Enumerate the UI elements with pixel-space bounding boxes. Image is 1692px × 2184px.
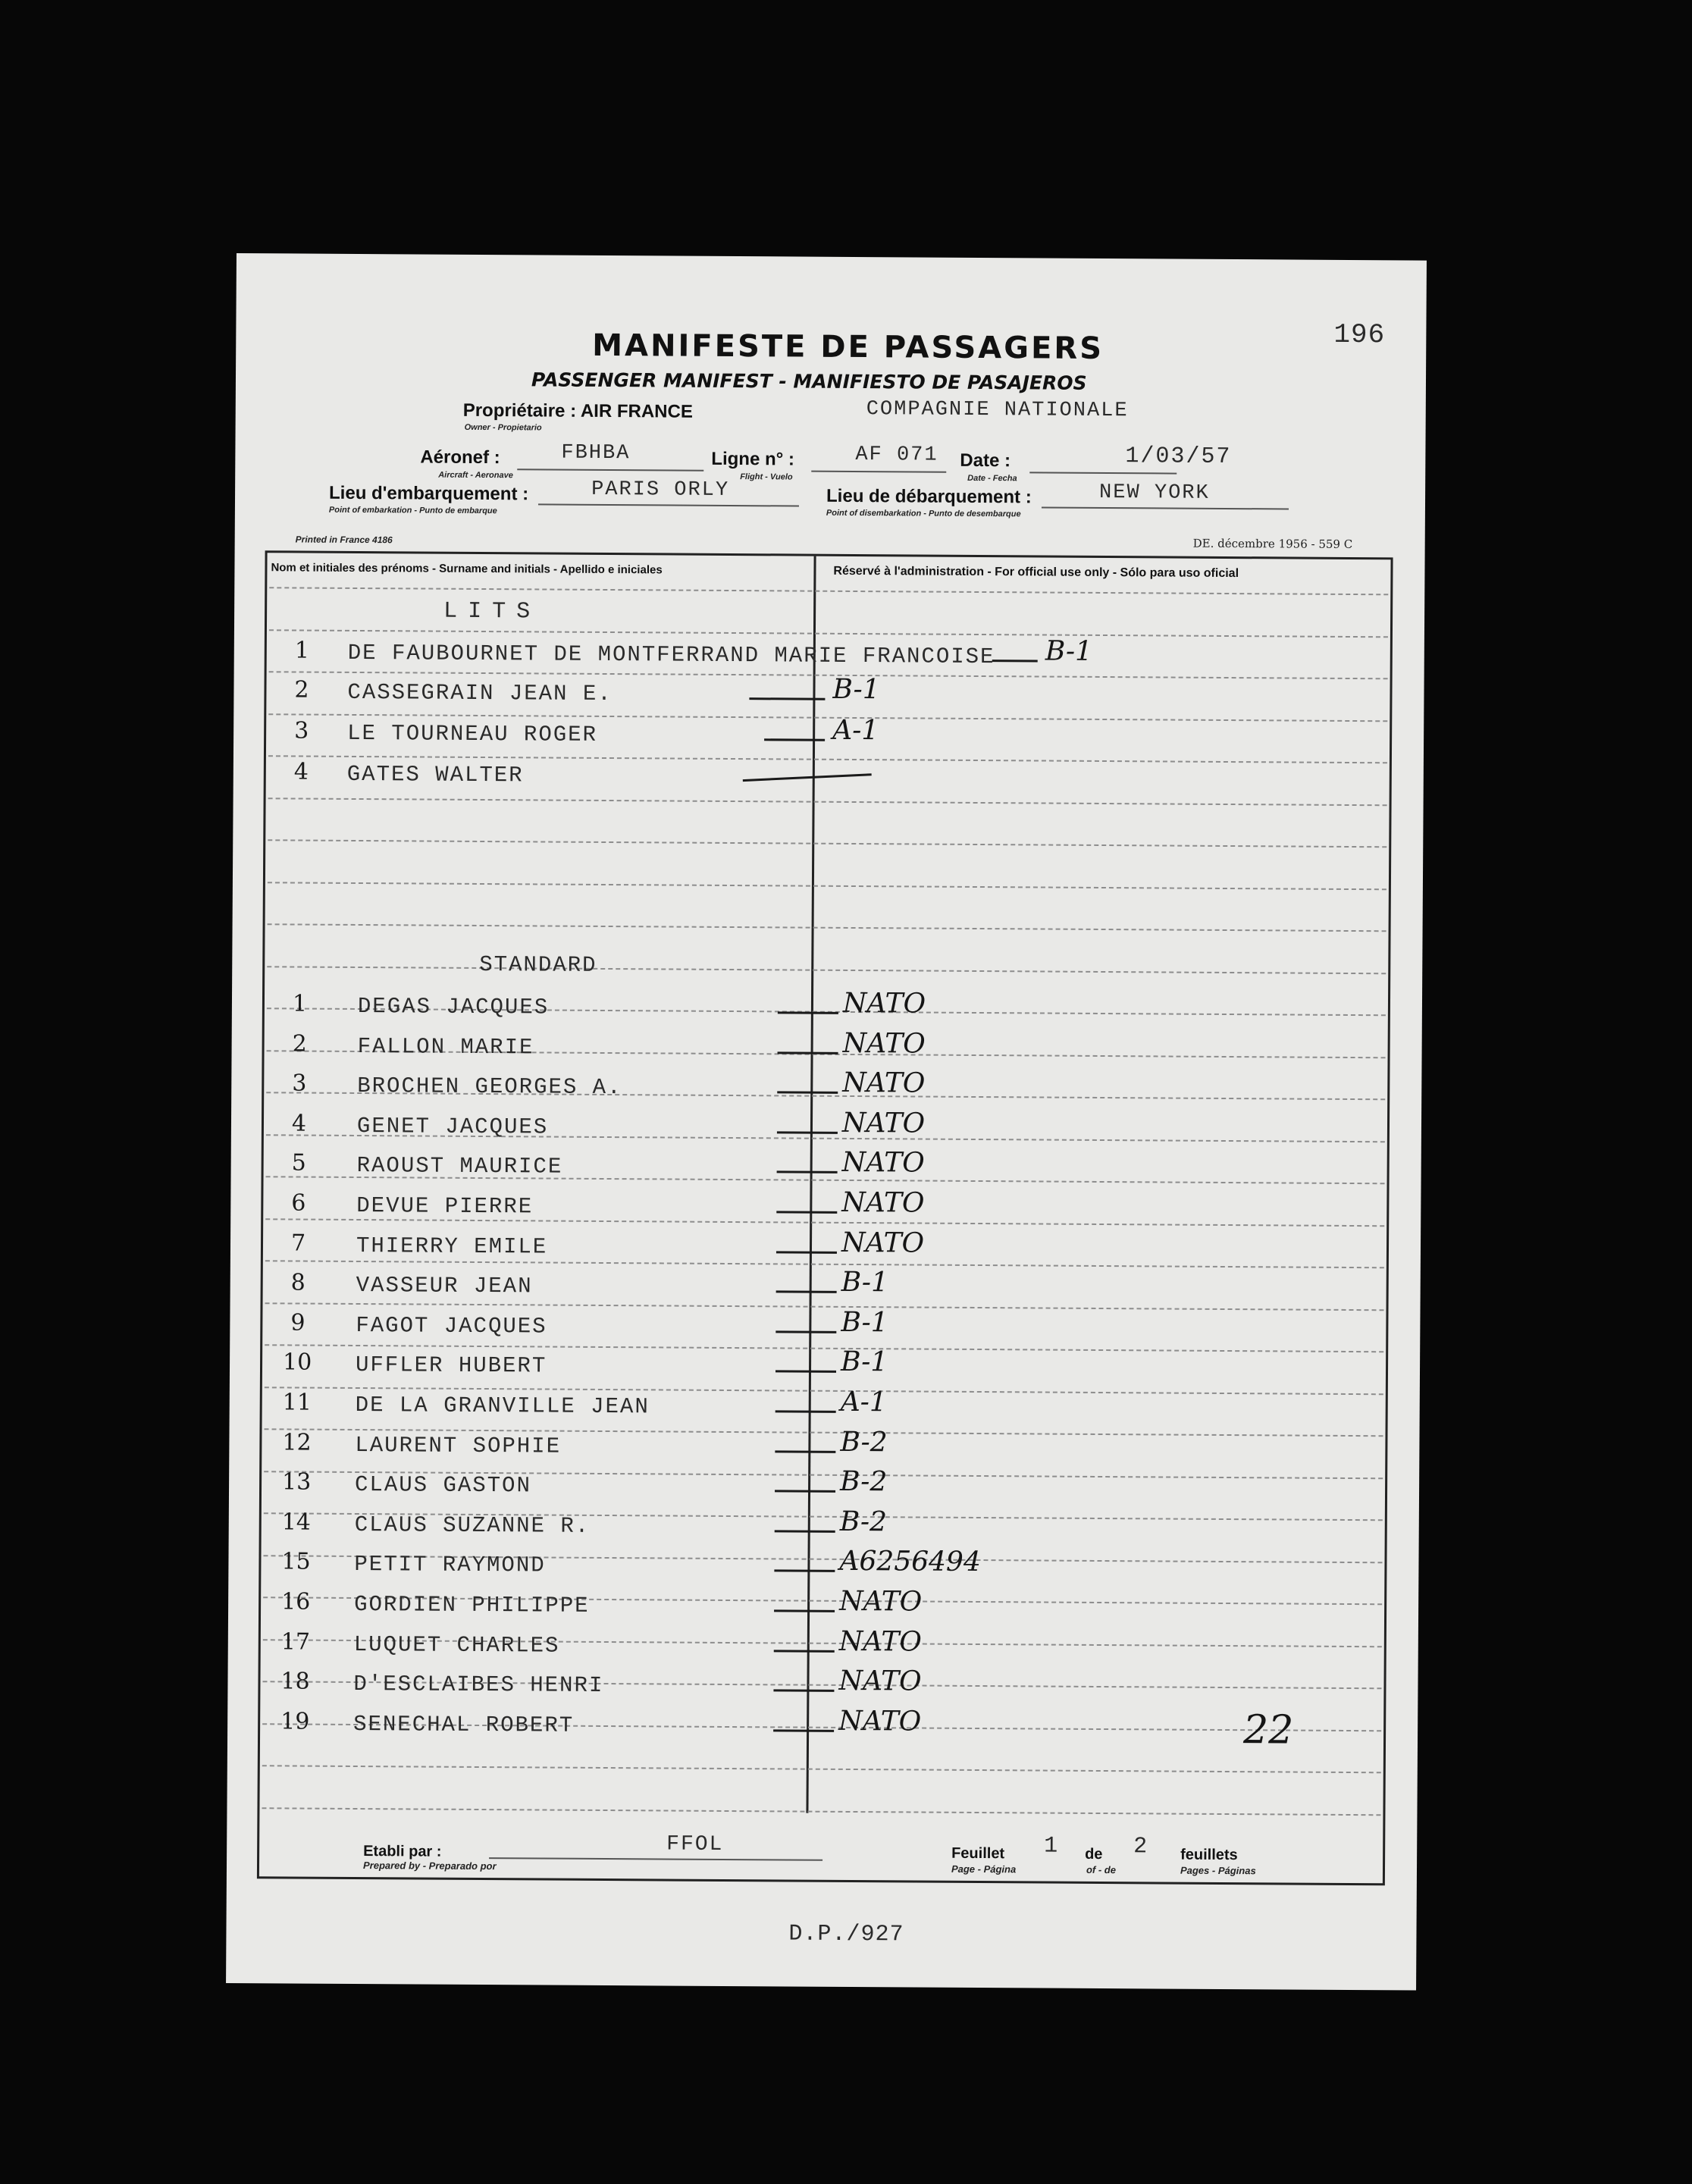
- section-standard: STANDARD: [479, 951, 597, 978]
- row-number: 4: [291, 1110, 307, 1137]
- date-sublabel: Date - Fecha: [967, 473, 1017, 484]
- passenger-name: PETIT RAYMOND: [354, 1552, 546, 1578]
- of-sublabel: of - de: [1086, 1863, 1117, 1876]
- handwritten-dash: [773, 1690, 834, 1692]
- pages-label: feuillets: [1180, 1846, 1238, 1864]
- aircraft-value: FBHBA: [561, 441, 631, 465]
- col-left-header: Nom et initiales des prénoms - Surname and initials - Apellido e iniciales: [271, 561, 663, 577]
- table-row: [227, 1666, 1410, 1712]
- row-number: 8: [290, 1269, 306, 1296]
- handwritten-dash: [773, 1729, 834, 1731]
- official-mark: B-1: [1045, 635, 1093, 667]
- embark-label: Lieu d'embarquement :: [328, 482, 529, 505]
- handwritten-dash: [764, 738, 825, 741]
- handwritten-dash: [774, 1570, 835, 1572]
- table-row: [230, 1188, 1413, 1233]
- flight-sublabel: Flight - Vuelo: [740, 472, 793, 482]
- official-mark: B-1: [841, 1267, 889, 1299]
- passenger-name: GENET JACQUES: [356, 1113, 549, 1140]
- passenger-name: UFFLER HUBERT: [355, 1352, 547, 1379]
- page-number-stamp: 196: [1333, 318, 1386, 351]
- disembark-value: NEW YORK: [1098, 481, 1210, 505]
- row-number: 17: [280, 1628, 311, 1656]
- date-underline: [1029, 472, 1177, 474]
- table-row: [230, 1347, 1412, 1393]
- passenger-name: DE FAUBOURNET DE MONTFERRAND MARIE FRANCOISE: [347, 640, 995, 670]
- handwritten-dash: [776, 1211, 837, 1213]
- official-mark: NATO: [838, 1625, 923, 1658]
- official-mark: NATO: [842, 987, 926, 1020]
- row-number: 6: [291, 1189, 306, 1217]
- passenger-name: D'ESCLAIBES HENRI: [353, 1672, 604, 1699]
- row-number: 1: [294, 637, 310, 664]
- handwritten-dash: [778, 1051, 838, 1054]
- row-number: 7: [290, 1230, 306, 1257]
- sheet-label: Feuillet: [951, 1844, 1005, 1863]
- row-number: 15: [281, 1548, 311, 1576]
- handwritten-dash: [777, 1171, 838, 1173]
- handwritten-dash: [778, 1011, 838, 1014]
- official-mark: A-1: [832, 714, 879, 747]
- row-number: 2: [292, 1030, 307, 1058]
- official-mark: B-1: [841, 1306, 888, 1339]
- manifest-sheet: [226, 253, 1427, 1991]
- form-title: MANIFESTE DE PASSAGERS: [592, 327, 1104, 366]
- handwritten-dash: [775, 1490, 835, 1493]
- handwritten-dash: [776, 1410, 836, 1412]
- official-mark: B-2: [840, 1426, 888, 1458]
- official-mark: NATO: [839, 1585, 923, 1618]
- passenger-name: SENECHAL ROBERT: [353, 1711, 575, 1738]
- prepared-label: Etabli par :: [363, 1843, 442, 1860]
- embark-value: PARIS ORLY: [591, 478, 730, 502]
- official-mark: A-1: [840, 1386, 887, 1418]
- passenger-name: FAGOT JACQUES: [356, 1312, 547, 1340]
- row-number: 19: [280, 1708, 310, 1735]
- handwritten-dash: [777, 1092, 838, 1094]
- row-number: 10: [282, 1349, 312, 1377]
- doc-reference: D.P./927: [788, 1921, 904, 1948]
- passenger-name: DE LA GRANVILLE JEAN: [355, 1392, 650, 1420]
- row-number: 3: [294, 717, 309, 744]
- table-row: [230, 1228, 1413, 1274]
- passenger-name: RAOUST MAURICE: [356, 1153, 563, 1180]
- table-row: [227, 1706, 1410, 1752]
- official-mark: NATO: [838, 1705, 922, 1737]
- prepared-value: FFOL: [666, 1832, 724, 1857]
- disembark-sublabel: Point of disembarkation - Punto de desembarque: [826, 508, 1021, 519]
- date-label: Date :: [960, 450, 1011, 472]
- embark-sublabel: Point of embarkation - Punto de embarque: [328, 505, 497, 516]
- disembark-underline: [1042, 506, 1289, 509]
- passenger-name: BROCHEN GEORGES A.: [357, 1073, 622, 1101]
- table-row: [230, 1387, 1412, 1433]
- row-number: 14: [281, 1509, 312, 1536]
- embark-underline: [538, 503, 799, 506]
- row-number: 12: [282, 1428, 312, 1456]
- form-subtitle: PASSENGER MANIFEST - MANIFIESTO DE PASAJEROS: [531, 368, 1087, 394]
- passenger-name: CLAUS SUZANNE R.: [354, 1512, 591, 1539]
- ruled-lines: [237, 253, 1427, 261]
- table-row: [230, 1308, 1412, 1353]
- handwritten-dash: [992, 660, 1038, 662]
- row-number: 18: [280, 1668, 310, 1695]
- passenger-name: CLAUS GASTON: [354, 1472, 532, 1499]
- col-right-header: Réservé à l'administration - For official use only - Sólo para uso oficial: [833, 564, 1239, 581]
- table-row: [228, 1546, 1411, 1592]
- official-mark: NATO: [841, 1227, 925, 1259]
- table-row: [229, 1467, 1412, 1512]
- sheet-value: 1: [1044, 1833, 1060, 1860]
- official-mark: NATO: [838, 1665, 922, 1697]
- form-code: DE. décembre 1956 - 559 C: [1192, 536, 1353, 552]
- row-number: 13: [281, 1468, 312, 1496]
- table-row: [228, 1587, 1411, 1632]
- row-number: 5: [291, 1149, 306, 1177]
- table-row: [229, 1427, 1412, 1473]
- official-mark: A6256494: [839, 1546, 981, 1578]
- handwritten-dash: [776, 1291, 837, 1293]
- handwritten-dash: [777, 1131, 838, 1133]
- of-label: de: [1085, 1845, 1103, 1863]
- passenger-name: CASSEGRAIN JEAN E.: [347, 679, 613, 707]
- table-row: [231, 1029, 1414, 1074]
- of-value: 2: [1133, 1834, 1149, 1860]
- row-number: 2: [294, 676, 309, 703]
- flight-value: AF 071: [855, 443, 938, 467]
- table-row: [233, 716, 1416, 761]
- table-row: [230, 1267, 1413, 1313]
- table-row: [230, 1148, 1413, 1193]
- table-row: [231, 1108, 1414, 1154]
- row-number: 4: [293, 758, 309, 785]
- official-mark: B-2: [839, 1466, 888, 1498]
- handwritten-dash: [774, 1609, 835, 1612]
- pages-sublabel: Pages - Páginas: [1180, 1864, 1256, 1877]
- official-mark: B-1: [832, 673, 880, 706]
- prepared-sublabel: Prepared by - Preparado por: [362, 1860, 497, 1872]
- handwritten-dash: [776, 1371, 836, 1373]
- owner-label: Propriétaire : AIR FRANCE: [462, 400, 693, 422]
- passenger-name: GORDIEN PHILIPPE: [354, 1591, 590, 1618]
- aircraft-sublabel: Aircraft - Aeronave: [438, 470, 513, 481]
- section-lits: LITS: [443, 598, 541, 625]
- handwritten-dash: [775, 1450, 835, 1452]
- handwritten-dash: [776, 1330, 836, 1333]
- row-number: 1: [292, 990, 308, 1017]
- table-row: [228, 1627, 1411, 1672]
- passenger-name: LAURENT SOPHIE: [355, 1432, 562, 1459]
- date-value: 1/03/57: [1125, 443, 1232, 471]
- official-mark: B-1: [840, 1346, 888, 1378]
- table-row: [234, 635, 1417, 681]
- row-number: 9: [290, 1309, 306, 1336]
- owner-sublabel: Owner - Propietario: [464, 422, 542, 433]
- passenger-name: GATES WALTER: [346, 761, 524, 788]
- flight-underline: [811, 471, 946, 473]
- table-row: [231, 1068, 1414, 1114]
- handwritten-dash: [775, 1530, 835, 1532]
- row-number: 11: [282, 1389, 312, 1416]
- handwritten-dash: [776, 1251, 837, 1253]
- flight-label: Ligne n° :: [711, 448, 795, 470]
- table-row: [233, 675, 1416, 720]
- handwritten-dash: [749, 697, 825, 700]
- passenger-name: LE TOURNEAU ROGER: [347, 720, 598, 747]
- passenger-name: DEGAS JACQUES: [357, 993, 550, 1020]
- table-row: [233, 757, 1416, 802]
- disembark-label: Lieu de débarquement :: [826, 485, 1032, 508]
- official-mark: NATO: [842, 1027, 926, 1060]
- printed-in-france: Printed in France 4186: [295, 534, 393, 546]
- passenger-name: THIERRY EMILE: [356, 1233, 548, 1260]
- owner-typed: COMPAGNIE NATIONALE: [866, 398, 1129, 423]
- handwritten-tally: 22: [1242, 1707, 1294, 1753]
- aircraft-underline: [517, 468, 703, 472]
- aircraft-label: Aéronef :: [420, 447, 500, 468]
- row-number: 16: [281, 1588, 311, 1615]
- row-number: 3: [292, 1070, 307, 1097]
- official-mark: NATO: [841, 1147, 925, 1179]
- passenger-name: LUQUET CHARLES: [353, 1631, 560, 1659]
- official-mark: NATO: [842, 1067, 926, 1099]
- official-mark: B-2: [839, 1506, 888, 1538]
- passenger-name: DEVUE PIERRE: [356, 1192, 534, 1220]
- table-row: [232, 989, 1415, 1034]
- official-mark: NATO: [841, 1186, 925, 1219]
- passenger-name: VASSEUR JEAN: [356, 1273, 533, 1299]
- handwritten-dash: [743, 773, 872, 782]
- official-mark: NATO: [841, 1107, 926, 1139]
- sheet-sublabel: Page - Página: [951, 1863, 1017, 1875]
- passenger-name: FALLON MARIE: [357, 1033, 534, 1061]
- handwritten-dash: [774, 1650, 835, 1652]
- table-row: [229, 1507, 1412, 1553]
